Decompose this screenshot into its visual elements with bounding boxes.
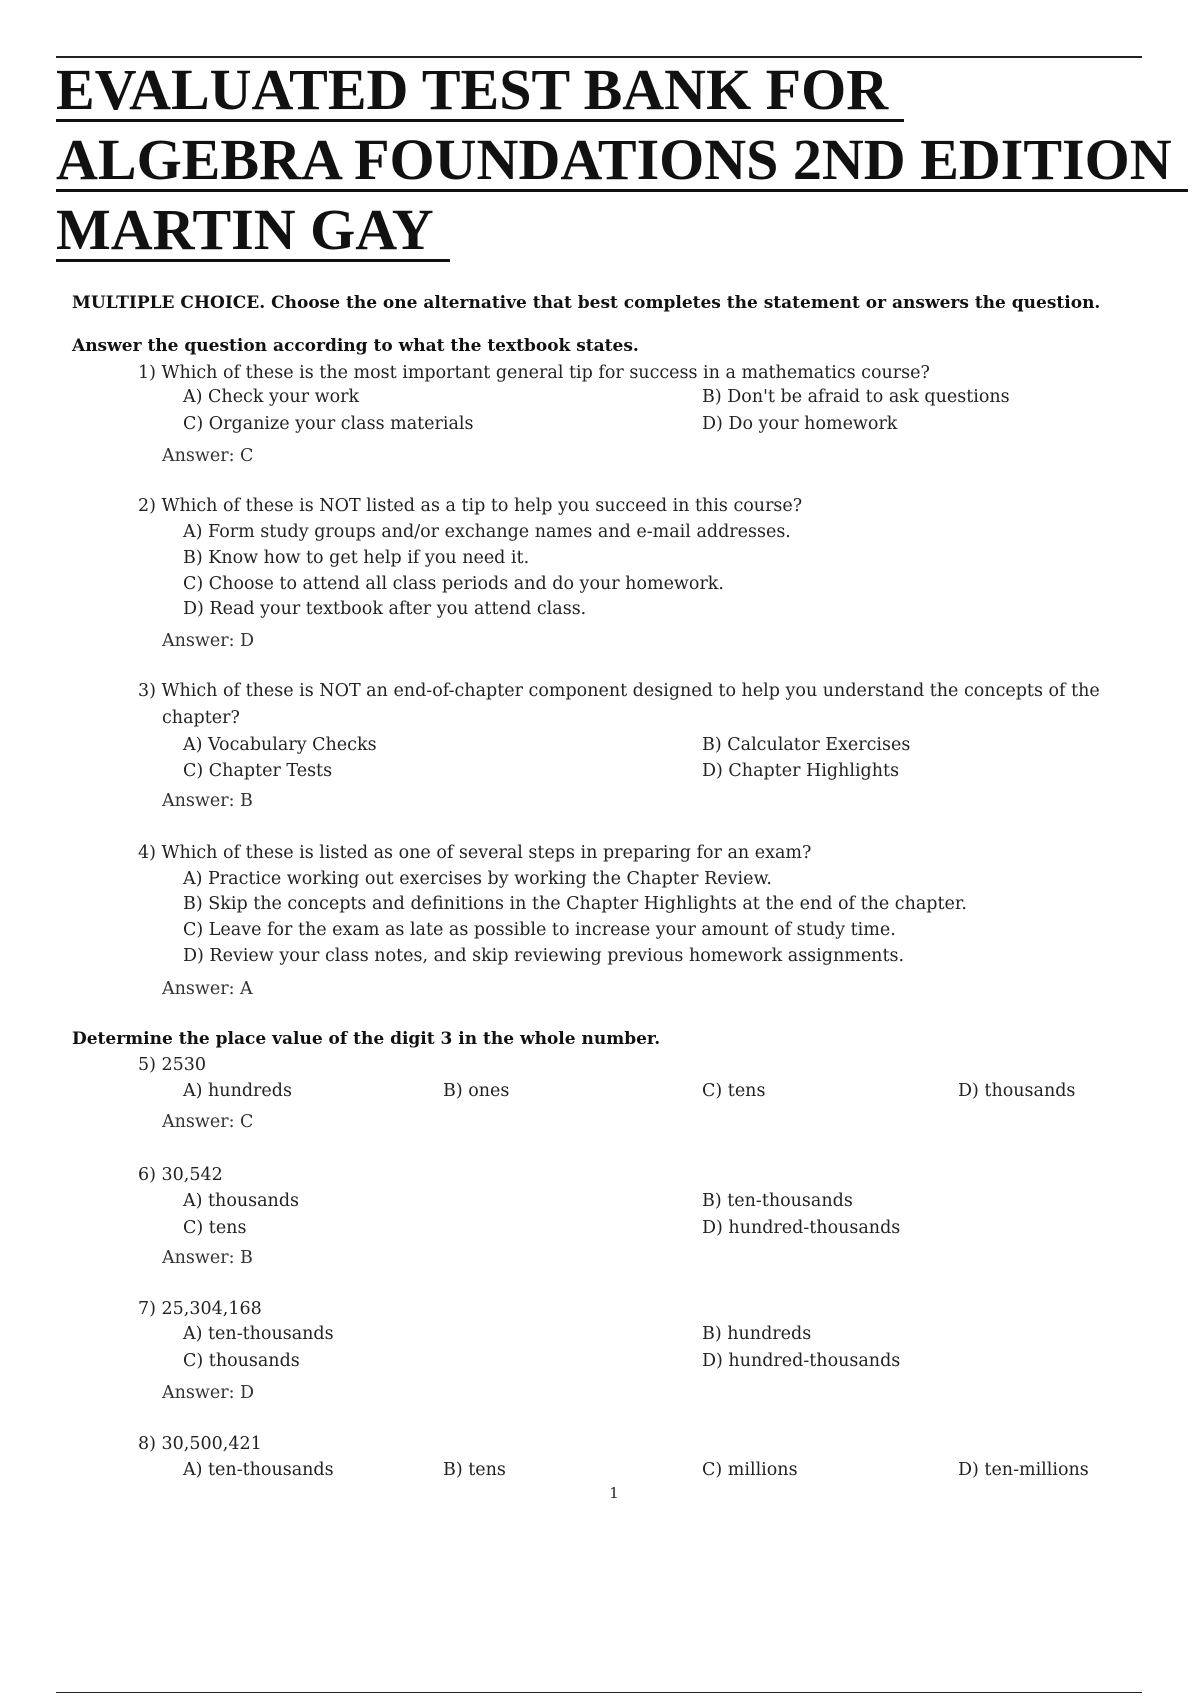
question-1-option-c: C) Organize your class materials — [183, 414, 474, 434]
question-8-stem: 8) 30,500,421 — [138, 1434, 262, 1454]
question-4-option-d: D) Review your class notes, and skip reviewing previous homework assignments. — [183, 946, 905, 966]
question-4-option-b: B) Skip the concepts and definitions in the Chapter Highlights at the end of the chapter. — [183, 894, 967, 914]
question-5-stem: 5) 2530 — [138, 1055, 207, 1075]
question-5-option-d: D) thousands — [958, 1081, 1076, 1101]
instructions: MULTIPLE CHOICE. Choose the one alternative that best completes the statement or answers the question. — [72, 293, 1101, 313]
question-8-option-a: A) ten-thousands — [183, 1460, 334, 1480]
question-6-option-b: B) ten-thousands — [702, 1191, 853, 1211]
question-8-option-c: C) millions — [702, 1460, 798, 1480]
question-1-option-d: D) Do your homework — [702, 414, 898, 434]
question-7-option-d: D) hundred-thousands — [702, 1351, 901, 1371]
question-6-answer: Answer: B — [162, 1248, 253, 1268]
question-1-option-a: A) Check your work — [183, 387, 360, 407]
question-7-stem: 7) 25,304,168 — [138, 1299, 262, 1319]
question-1-answer: Answer: C — [162, 446, 254, 466]
page-title — [56, 58, 1188, 268]
page-number: 1 — [609, 1484, 619, 1502]
bottom-rule — [56, 1692, 1142, 1693]
question-3-option-a: A) Vocabulary Checks — [183, 735, 377, 755]
question-4-stem: 4) Which of these is listed as one of several steps in preparing for an exam? — [138, 843, 812, 863]
question-2-answer: Answer: D — [162, 631, 255, 651]
question-1-stem: 1) Which of these is the most important general tip for success in a mathematics course? — [138, 363, 930, 383]
question-2-stem: 2) Which of these is NOT listed as a tip to help you succeed in this course? — [138, 496, 803, 516]
question-6-option-d: D) hundred-thousands — [702, 1218, 901, 1238]
title-line-3: MARTIN GAY — [56, 201, 450, 262]
question-5-option-c: C) tens — [702, 1081, 766, 1101]
question-5-option-a: A) hundreds — [183, 1081, 292, 1101]
question-5-option-b: B) ones — [443, 1081, 510, 1101]
question-1-option-b: B) Don't be afraid to ask questions — [702, 387, 1010, 407]
question-6-option-a: A) thousands — [183, 1191, 300, 1211]
question-3-stem: 3) Which of these is NOT an end-of-chapter component designed to help you understand the concepts of the — [138, 681, 1100, 701]
question-5-answer: Answer: C — [162, 1112, 254, 1132]
title-line-1: EVALUATED TEST BANK FOR — [56, 61, 904, 122]
question-2-option-d: D) Read your textbook after you attend class. — [183, 599, 587, 619]
question-7-option-a: A) ten-thousands — [183, 1324, 334, 1344]
question-3-answer: Answer: B — [162, 791, 253, 811]
question-2-option-c: C) Choose to attend all class periods and do your homework. — [183, 574, 724, 594]
question-7-option-c: C) thousands — [183, 1351, 300, 1371]
section-heading-2: Determine the place value of the digit 3 in the whole number. — [72, 1029, 661, 1049]
question-7-option-b: B) hundreds — [702, 1324, 812, 1344]
question-8-option-b: B) tens — [443, 1460, 506, 1480]
title-line-2: ALGEBRA FOUNDATIONS 2ND EDITION — [56, 131, 1188, 192]
question-6-option-c: C) tens — [183, 1218, 247, 1238]
question-6-stem: 6) 30,542 — [138, 1165, 223, 1185]
question-4-option-a: A) Practice working out exercises by working the Chapter Review. — [183, 869, 772, 889]
question-3-option-c: C) Chapter Tests — [183, 761, 333, 781]
section-heading-1: Answer the question according to what the textbook states. — [72, 336, 639, 356]
question-8-option-d: D) ten-millions — [958, 1460, 1089, 1480]
question-2-option-a: A) Form study groups and/or exchange names and e-mail addresses. — [183, 522, 791, 542]
question-3-stem-continued: chapter? — [162, 708, 240, 728]
question-7-answer: Answer: D — [162, 1383, 255, 1403]
question-4-answer: Answer: A — [162, 979, 253, 999]
question-3-option-b: B) Calculator Exercises — [702, 735, 911, 755]
question-4-option-c: C) Leave for the exam as late as possible to increase your amount of study time. — [183, 920, 896, 940]
question-2-option-b: B) Know how to get help if you need it. — [183, 548, 530, 568]
question-3-option-d: D) Chapter Highlights — [702, 761, 900, 781]
